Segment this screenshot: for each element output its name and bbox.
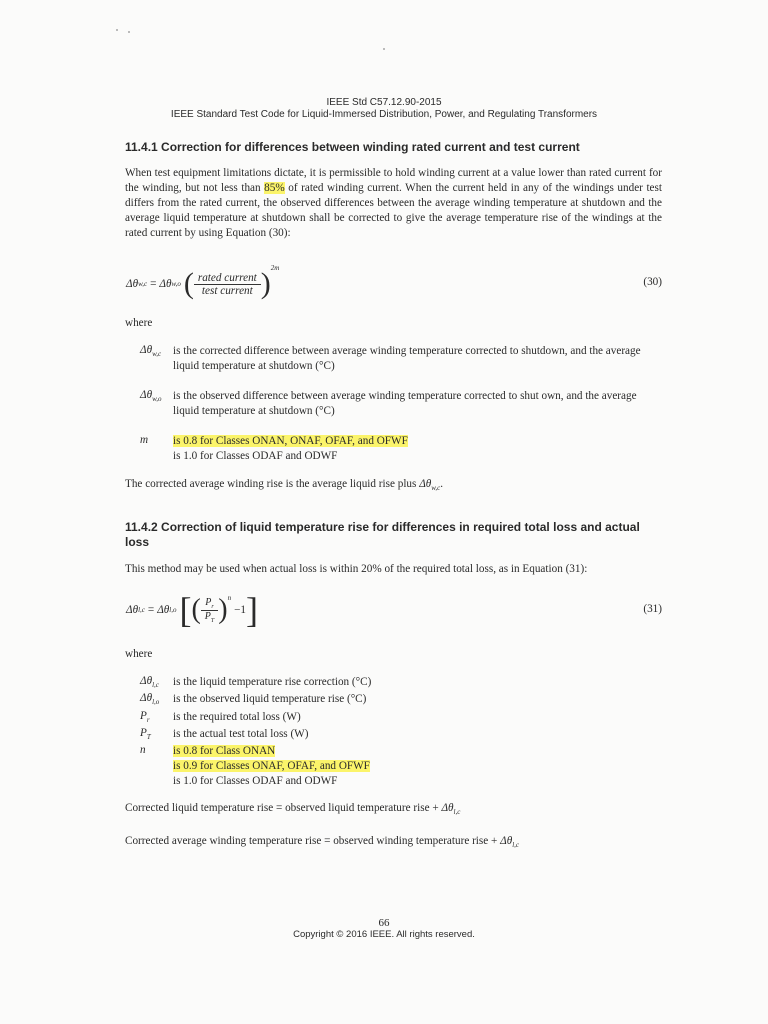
where-label-1: where <box>125 317 153 329</box>
heading-line-2: loss <box>125 535 150 549</box>
eq30-exponent: 2m <box>270 264 280 272</box>
closing-sub: w,c <box>431 484 441 493</box>
closing-text: The corrected average winding rise is the average liquid rise plus <box>125 478 420 490</box>
eq31-numerator <box>201 597 217 611</box>
def-symbol-dtheta-wo <box>140 389 161 403</box>
final-2-sub: l,c <box>512 841 520 850</box>
def-symbol-text: P <box>140 727 147 739</box>
def-text-dtheta-wo: is the observed difference between average winding temperature corrected to shut own, and the average liquid temperature at shutdown (°C) <box>173 390 637 417</box>
eq31-rhs: Δθ <box>157 604 170 616</box>
def-symbol-sub: w,o <box>152 395 162 404</box>
m-value-line-1 <box>173 434 408 449</box>
eq30-fraction <box>194 272 261 297</box>
heading-line-1: 11.4.2 Correction of liquid temperature rise for differences in required total loss and actual <box>125 520 640 534</box>
closing-symbol: Δθ <box>419 478 432 490</box>
standard-number: IEEE Std C57.12.90-2015 <box>326 97 442 108</box>
def-symbol-text: P <box>140 710 147 722</box>
final-1-text: Corrected liquid temperature rise = observed liquid temperature rise + <box>125 802 442 814</box>
eq30-lhs: Δθ <box>126 278 139 290</box>
def-symbol-text: Δθ <box>140 389 153 401</box>
section-heading-11-4-2 <box>125 520 665 550</box>
eq30-rhs-sub: w,o <box>171 280 181 288</box>
section-1-intro <box>125 166 662 241</box>
eq31-numerator-text: P <box>205 596 212 608</box>
eq31-left-paren: ( <box>191 594 201 625</box>
def-symbol-dtheta-wc <box>140 344 161 358</box>
def-symbol-dtheta-lc <box>140 675 159 689</box>
eq31-denominator <box>201 611 218 624</box>
m-value-line-2: is 1.0 for Classes ODAF and ODWF <box>173 450 338 462</box>
eq31-equals: = <box>147 604 155 616</box>
eq31-right-bracket: ] <box>245 590 258 630</box>
eq31-lhs-sub: l,c <box>138 606 145 614</box>
eq30-lhs-sub: w,c <box>138 280 148 288</box>
eq31-exponent: n <box>227 594 232 602</box>
section-heading-11-4-1: 11.4.1 Correction for differences between winding rated current and test current <box>125 140 580 154</box>
eq31-left-bracket: [ <box>179 590 192 630</box>
equation-30-number: (30) <box>643 276 662 288</box>
intro-text-before: When test equipment limitations dictate, it is permissible to hold winding current at a value lower than rated current for the winding, but not less than <box>125 167 662 194</box>
def-text-pt: is the actual test total loss (W) <box>173 728 309 740</box>
scan-speck <box>128 31 130 33</box>
copyright-notice: Copyright © 2016 IEEE. All rights reserved. <box>293 929 475 940</box>
def-symbol-sub: T <box>146 733 151 742</box>
def-symbol-sub: r <box>146 716 150 725</box>
final-1-symbol: Δθ <box>441 802 454 814</box>
def-symbol-pt <box>140 727 151 741</box>
def-symbol-n: n <box>140 744 146 756</box>
section-2-intro: This method may be used when actual loss is within 20% of the required total loss, as in Equation (31): <box>125 563 588 575</box>
def-text-pr: is the required total loss (W) <box>173 711 301 723</box>
highlighted-percent: 85% <box>264 182 285 194</box>
n-value-line-3: is 1.0 for Classes ODAF and ODWF <box>173 775 338 787</box>
standard-title: IEEE Standard Test Code for Liquid-Immersed Distribution, Power, and Regulating Transformers <box>170 109 598 120</box>
eq30-right-paren: ) <box>260 267 271 300</box>
def-text-dtheta-lc: is the liquid temperature rise correction (°C) <box>173 676 372 688</box>
eq31-right-paren: ) <box>218 594 228 625</box>
def-symbol-sub: l,o <box>152 698 160 707</box>
def-symbol-sub: w,c <box>152 350 162 359</box>
n-value-line-2 <box>173 759 370 774</box>
def-symbol-dtheta-lo <box>140 692 159 706</box>
eq31-minus-one: −1 <box>234 604 246 616</box>
final-statement-2 <box>125 834 519 853</box>
equation-30 <box>126 266 279 302</box>
final-2-symbol: Δθ <box>500 835 513 847</box>
eq30-numerator: rated current <box>194 272 261 285</box>
final-statement-1 <box>125 801 460 820</box>
eq31-numerator-sub: r <box>211 603 214 610</box>
eq30-denominator: test current <box>201 284 253 297</box>
def-text-dtheta-wc: is the corrected difference between average winding temperature corrected to shutdown, and the average liquid temperature at shutdown (°C) <box>173 345 641 372</box>
final-1-sub: l,c <box>453 808 461 817</box>
scan-speck <box>383 48 385 50</box>
eq31-denominator-text: P <box>204 610 211 622</box>
intro-text-after: of rated winding current. When the current held in any of the windings under test differs from the rated current, the observed differences between the average winding temperature at shutdown and the average liquid temperature at shutdown shall be corrected to give the average temperature rise of the windings at the rated current by using Equation (30): <box>125 182 662 239</box>
scan-speck <box>116 29 118 31</box>
equation-31 <box>126 591 258 629</box>
eq30-equals: = <box>150 278 157 290</box>
eq31-rhs-sub: l,o <box>169 606 177 614</box>
def-symbol-sub: l,c <box>152 681 159 690</box>
n-highlighted-line-2: is 0.9 for Classes ONAF, OFAF, and OFWF <box>173 760 370 772</box>
where-label-2: where <box>125 648 153 660</box>
def-symbol-text: Δθ <box>140 692 153 704</box>
section-1-closing <box>125 477 443 496</box>
m-highlighted-line: is 0.8 for Classes ONAN, ONAF, OFAF, and OFWF <box>173 435 408 447</box>
eq30-rhs: Δθ <box>159 278 172 290</box>
eq30-left-paren: ( <box>183 267 194 300</box>
page-number: 66 <box>378 917 390 929</box>
def-text-dtheta-lo: is the observed liquid temperature rise (°C) <box>173 693 367 705</box>
final-2-text: Corrected average winding temperature rise = observed winding temperature rise + <box>125 835 501 847</box>
def-symbol-m: m <box>140 434 149 446</box>
closing-end: . <box>440 478 444 490</box>
def-symbol-text: Δθ <box>140 344 153 356</box>
eq31-lhs: Δθ <box>126 604 139 616</box>
def-symbol-text: Δθ <box>140 675 153 687</box>
eq31-denominator-sub: T <box>210 617 215 624</box>
equation-31-number: (31) <box>643 603 662 615</box>
n-highlighted-line-1: is 0.8 for Class ONAN <box>173 745 276 757</box>
def-symbol-pr <box>140 710 150 724</box>
n-value-line-1 <box>173 744 275 759</box>
eq31-fraction <box>201 597 218 624</box>
